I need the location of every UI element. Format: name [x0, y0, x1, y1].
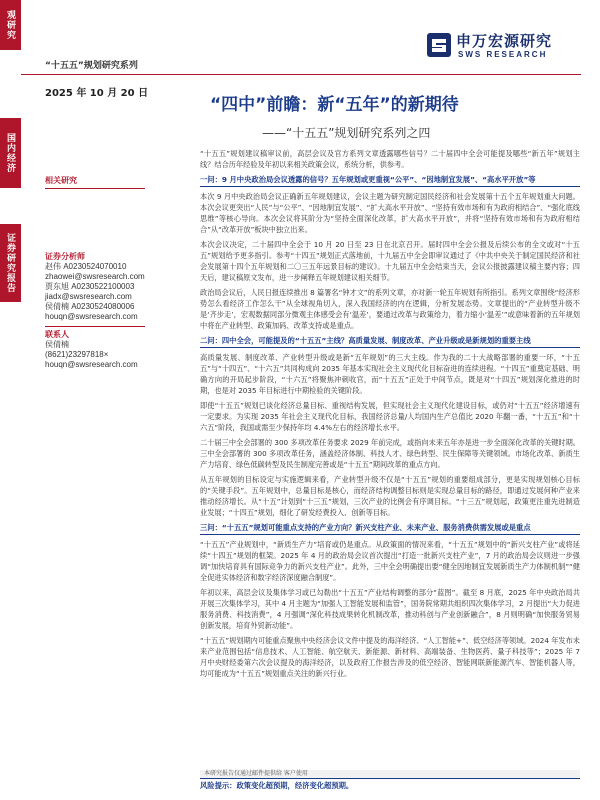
left-tab-domestic-economy: 国内经济: [0, 118, 21, 188]
left-tab-securities-report: 证券研究报告: [0, 224, 21, 302]
logo: [426, 28, 576, 68]
report-title: “四中”前瞻：新“五年”的新期待: [210, 95, 459, 115]
body-paragraph: “十五五”产业规划中，“新质生产力”培育或仍是重点。从政策面的情况来看，“十五五”规划中的“新兴支柱产业”或将延续“十四五”规划的框架。2025 年 4 月的政治局会议首次提出“打造一批新兴支柱产业”，7 月的政治局会议则进一步强调“加快培育具有国际竞争力的新兴支柱产业”。此外，三中全会明确提出要“健全因地制宜发展新质生产力体制机制”“健全促进实体经济和数字经济深度融合制度”。: [200, 540, 580, 582]
header-divider: [21, 74, 581, 75]
risk-footer: [200, 778, 580, 800]
body-paragraph: 政治局会议后，人民日报连续推出 8 篇署名“钟才文”的系列文章，亦对新一轮五年规划有所指引。系列文章围绕“经济形势怎么看经济工作怎么干”从全球视角切入，深入我国经济的内在逻辑，分析发展态势。文章提出的“产业转型升级不是‘齐步走’，宏观数据同部分微观主体感受会有‘温差’，要通过改革与政策给力，着力缩小‘温差’”或意味着新的五年规划中将在产业转型、政策加码、改革支持或是重点。: [200, 288, 580, 330]
related-research-heading: 相关研究: [45, 176, 77, 185]
related-research: [45, 176, 145, 192]
divider: [45, 188, 145, 189]
series-label: “十五五”规划研究系列: [45, 61, 138, 71]
body-paragraph: “十五五”规划期内可能重点聚焦中央经济会议文件中提及的海洋经济、“人工智能+”、低空经济等领域。2024 年发布未来产业范围包括“信息技术、人工智能、航空航天、新能源、新材料、高端装备、生物医药、量子科技等”；2025 年 7 月中央财经委第六次会议提及的海洋经济，以及政府工作报告涉及的低空经济、智能网联新能源汽车、智能机器人等，均可能成为“十五五”规划重点关注的新兴行业。: [200, 636, 580, 678]
analyst-email[interactable]: jiadx@swsresearch.com: [45, 292, 132, 301]
divider: [45, 326, 145, 327]
analysts-heading: 证券分析师: [45, 252, 85, 261]
logo-mark-icon: [426, 32, 452, 58]
report-date: 2025 年 10 月 20 日: [45, 88, 149, 99]
analyst-line: 侯倩楠 A0230524080006: [45, 302, 135, 311]
body-paragraph: 年初以来，高层会议及集体学习或已勾勒出“十五五”产业结构调整的部分“蓝图”。截至 8 月底，2025 年中央政治局共开展三次集体学习，其中 4 月主题为“加强人工智能发展和监管”，国务院常期共组织四次集体学习，2 月提出“大力促进服务消费、科技消费”，4 月强调“深化科技成果转化机制改革，推动科创与产业创新融合”，8 月则明确“加快服务贸易创新发展，培育外贸新动能”。: [200, 588, 580, 630]
body-paragraph: 本次会议决定，二十届四中全会于 10 月 20 日至 23 日在北京召开。届时四中全会公报及后续公布的全文或对“十五五”规划给予更多指引。参考“十四五”规划正式落地前，十九届五中全会即审议通过了《中共中央关于制定国民经济和社会发展第十四个五年规划和二〇三五年远景目标的建议》。十九届五中全会结束当天，会议公报披露建议稿主要内容；四天后，建议稿原文发布，进一步阐释五年规划建议相关细节。: [200, 240, 580, 282]
risk-warning: 风险提示：政策变化超预期，经济变化超预期。: [200, 778, 580, 791]
contact-email[interactable]: houqn@swsresearch.com: [45, 360, 138, 369]
body-paragraph: 即使“十五五”规划已谈化经济总量目标、重视结构发展，但实现社会主义现代化建设目标，或仍对“十五五”经济增速有一定要求。为实现 2035 年社会主义现代化目标，我国经济总量/人均国内生产总值比 2020 年翻一番，“十五五”和“十六五”阶段，我国或需至少保持年均 4.4%左右的经济增长水平。: [200, 401, 580, 432]
contact-heading: 联系人: [45, 330, 69, 339]
section-heading-3: 三问：“十五五”规划可能重点支持的产业方向？新兴支柱产业、未来产业、服务消费供需发展或是重点: [200, 522, 580, 535]
analysts-block: [45, 252, 145, 370]
logo-text-en: SWS RESEARCH: [458, 50, 548, 59]
report-subtitle: ——“十五五”规划研究系列之四: [262, 126, 431, 140]
left-tab-macro: 观研究: [0, 0, 21, 50]
analyst-email[interactable]: houqn@swsresearch.com: [45, 312, 138, 321]
contact-name: 侯倩楠: [45, 340, 69, 349]
analyst-email[interactable]: zhaowei@swsresearch.com: [45, 272, 145, 281]
intro-paragraph: “十五五”规划建议稿审议前，高层会议及官方系列文章透露哪些信号？二十届四中全会可能提及哪些“新五年”规划主线？结合历年经验及年初以来相关政策会议，系统分析，供参考。: [200, 149, 580, 169]
analyst-line: 赵伟 A0230524070010: [45, 262, 127, 271]
section-heading-1: 一问：9 月中央政治局会议透露的信号？五年规划或更重视“公平”、“因地制宜发展”、“高水平开放”等: [200, 174, 580, 187]
footer-note: 本研究报告仅通过邮件提供给 客户使用: [200, 770, 580, 778]
body-paragraph: 本次 9 月中央政治局会议正确新五年规划建议，会议主题为研究制定国民经济和社会发展第十五个五年规划重大问题。本次会议更突出“人民”与“公平”、“因地制宜发展”、“扩大高水平开放”、“坚持有效市场和有为政府相结合”、“强化底线思维”等核心导向。本次会议将其阶分为“坚持全面深化改革，扩大高水平开放”，并将“坚持有效市场和有为政府相结合”从“改革开放”板块中独立出来。: [200, 192, 580, 234]
section-heading-2: 二问：四中全会，可能提及的“十五五”主线？高质量发展、制度改革、产业升级或是新规划的重要主线: [200, 335, 580, 348]
analyst-line: 贾东旭 A0230522100003: [45, 282, 135, 291]
body-paragraph: 二十届三中全会部署的 300 多项改革任务要求 2029 年前完成，或指向未来五年亦是进一步全面深化改革的关键时期。三中全会部署的 300 多项改革任务，涵盖经济体制、科技人才、绿色转型、民生保障等关键领域。市场化改革、新质生产力培育、绿色低碳转型及民生制度完善或是“十五五”期间改革的重点方向。: [200, 438, 580, 469]
report-body: [200, 148, 580, 683]
body-paragraph: 从五年规划的目标设定与实施逻辑来看，产业转型升级不仅是“十五五”规划的重要组成部分，更是实现规划核心目标的“关键手段”。五年规划中，总量目标是核心，而经济结构调整目标则是实现总量目标的路径，即通过发展何种产业来推动经济增长。从“十五”计划到“十三五”规划，三次产业的比例会有序调目标。“十三五”规划起，政策更注重先进制造业发展；“十四五”规划，细化了研发经费投入、创新等目标。: [200, 475, 580, 517]
contact-phone: (8621)23297818×: [45, 350, 109, 359]
body-paragraph: 高质量发展、制度改革、产业转型升级或是新“五年规划”的三大主线。作为我的二十大战略部署的重要一环，“十五五”与“十四五”、“十六五”共同构成向 2035 年基本实现社会主义现代化目标奋进的连续进程。“十四五”重奠定基础、明确方向的开局起步阶段，“十六五”将聚焦冲刺收官，而“十五五”正处于中间节点，既是对“十四五”规划深化推进的时期，也是对 2035 年目标进行中期检验的关键阶段。: [200, 353, 580, 395]
left-tab-bar: [0, 0, 21, 800]
logo-text-cn: 申万宏源研究: [456, 32, 553, 50]
